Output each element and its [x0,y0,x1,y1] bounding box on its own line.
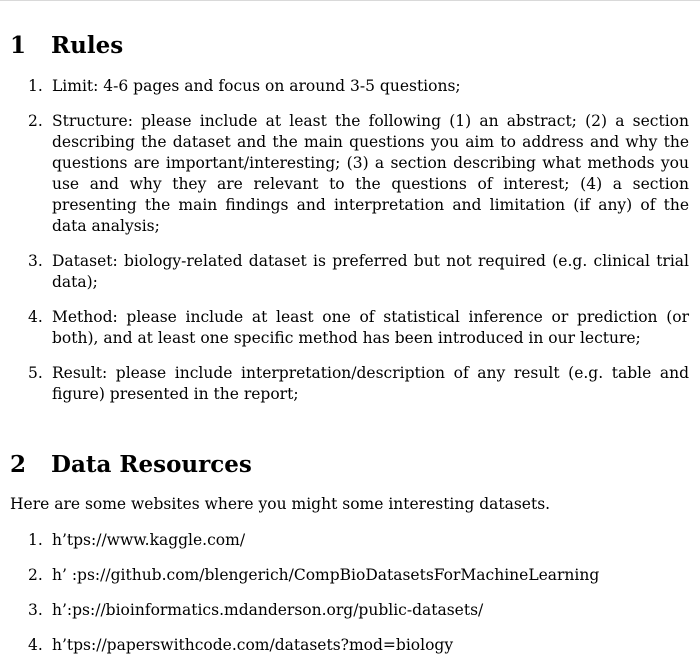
section-heading-data-resources [10,451,252,479]
item-text: Limit: 4-6 pages and focus on around 3-5 questions; [52,77,461,95]
section-title: Data Resources [51,451,252,478]
item-text: Dataset: biology-related dataset is preferred but not required (e.g. clinical trial data); [52,252,689,291]
rules-item-3 [10,251,689,293]
section-title: Rules [51,32,124,59]
rules-item-5 [10,363,689,405]
item-number: 3. [28,252,43,270]
rules-list [10,76,689,419]
dataset-link-github[interactable]: h’ :ps://github.com/blengerich/CompBioDatasetsForMachineLearning [52,566,600,584]
data-resources-intro: Here are some websites where you might some interesting datasets. [10,495,551,513]
item-number: 2. [28,566,43,584]
dataset-link-paperswithcode[interactable]: h’tps://paperswithcode.com/datasets?mod=biology [52,636,454,654]
item-number: 4. [28,636,43,654]
dataset-link-item-1 [10,530,689,551]
section-number: 1 [10,32,27,59]
item-text: Result: please include interpretation/description of any result (e.g. table and figure) presented in the report; [52,364,689,403]
dataset-link-kaggle[interactable]: h’tps://www.kaggle.com/ [52,531,246,549]
dataset-link-item-2 [10,565,689,586]
item-number: 3. [28,601,43,619]
item-number: 1. [28,77,43,95]
section-number: 2 [10,451,27,478]
dataset-links-list [10,530,689,670]
item-number: 1. [28,531,43,549]
item-number: 4. [28,308,43,326]
rules-item-4 [10,307,689,349]
rules-item-2 [10,111,689,237]
item-number: 2. [28,112,43,130]
dataset-link-item-4 [10,635,689,656]
section-heading-rules [10,32,123,60]
item-text: Structure: please include at least the following (1) an abstract; (2) a section describing the dataset and the main questions you aim to address and why the questions are important/interesting; (3) a section describing what methods you use and why they are relevant to the questions of interest; (4) a section presenting the main findings and interpretation and limitation (if any) of the data analysis; [52,112,689,235]
item-text: Method: please include at least one of statistical inference or prediction (or both), and at least one specific method has been introduced in our lecture; [52,308,689,347]
dataset-link-item-3 [10,600,689,621]
rules-item-1 [10,76,689,97]
page-top-border [0,0,700,1]
dataset-link-mdanderson[interactable]: h’:ps://bioinformatics.mdanderson.org/public-datasets/ [52,601,484,619]
item-number: 5. [28,364,43,382]
